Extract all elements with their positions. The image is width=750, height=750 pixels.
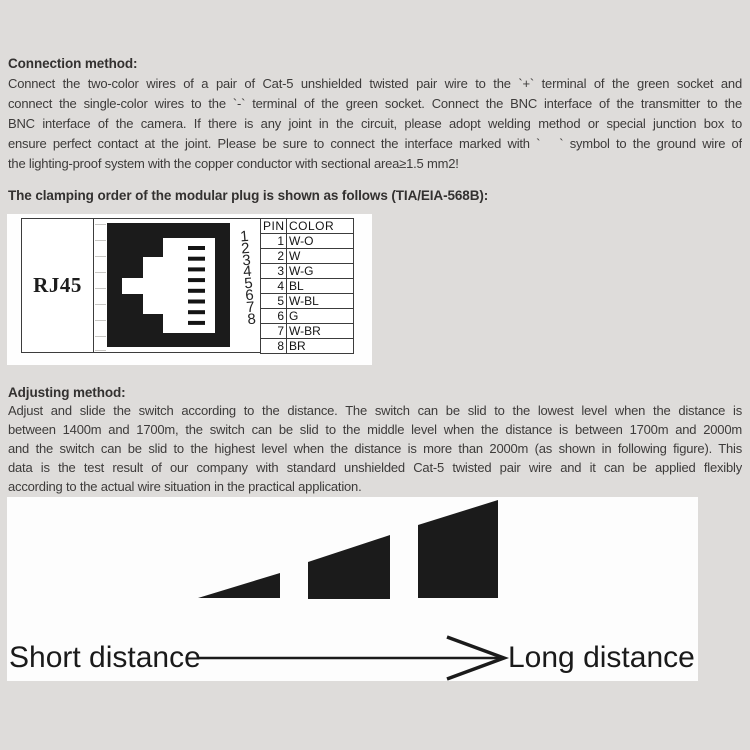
pin-number: 1 — [239, 227, 250, 246]
pin-number: 4 — [242, 263, 253, 281]
pin-cell: 5 — [261, 294, 287, 309]
pin-cell: 7 — [261, 324, 287, 339]
paragraph-line: Connect the two-color wires of a pair of Cat-5 unshielded twisted pair wire to the `+` terminal of the green socket and — [8, 76, 742, 91]
rj45-label: RJ45 — [33, 273, 82, 297]
color-cell: W-BL — [287, 294, 354, 309]
table-header-pin: PIN — [261, 219, 287, 234]
pin-number: 8 — [246, 310, 257, 328]
pin-cell: 8 — [261, 339, 287, 354]
paragraph-line: and the switch can be slid to the highest level when the distance is more than 2000m (as shown in following figure). This — [8, 441, 742, 456]
pin-number: 7 — [245, 298, 256, 317]
pin-cell: 4 — [261, 279, 287, 294]
pin-cell: 2 — [261, 249, 287, 264]
long-distance-label: Long distance — [508, 641, 695, 674]
small-wedge-shape — [198, 573, 280, 598]
color-cell: W-G — [287, 264, 354, 279]
paragraph-line: BNC interface of the camera. If there is any joint in the circuit, please adopt welding method or special junction box to — [8, 116, 742, 131]
distance-figure-graphic — [7, 497, 698, 681]
distance-figure — [7, 497, 698, 681]
pin-color-table — [260, 218, 354, 354]
ruler-ticks — [95, 222, 107, 352]
rj45-figure-divider — [93, 218, 94, 353]
paragraph-line: data is the test result of our company with standard unshielded Cat-5 twisted pair wire and it can be applied flexibly — [8, 460, 742, 475]
pin-number: 3 — [241, 251, 252, 269]
color-cell: W-O — [287, 234, 354, 249]
large-wedge-shape — [418, 500, 498, 598]
table-header-color: COLOR — [287, 219, 354, 234]
rj45-pinout-figure — [7, 214, 372, 365]
rj45-jack-icon — [107, 223, 230, 347]
adjusting-method-heading: Adjusting method: — [8, 385, 126, 400]
pin-number: 6 — [244, 286, 255, 305]
color-cell: BL — [287, 279, 354, 294]
paragraph-line: Adjust and slide the switch according to the distance. The switch can be slid to the lowest level when the distance is — [8, 403, 742, 418]
adjusting-method-paragraph — [8, 401, 742, 496]
pin-number: 2 — [240, 239, 251, 258]
paragraph-line: ensure perfect contact at the joint. Please be sure to connect the interface marked with ` ` symbol to the ground wire of — [8, 136, 742, 151]
clamping-order-heading: The clamping order of the modular plug is shown as follows (TIA/EIA-568B): — [8, 188, 489, 203]
color-cell: BR — [287, 339, 354, 354]
pin-number: 5 — [243, 274, 254, 293]
short-distance-label: Short distance — [9, 641, 201, 674]
medium-wedge-shape — [308, 535, 390, 599]
pin-cell: 1 — [261, 234, 287, 249]
color-cell: W — [287, 249, 354, 264]
connection-method-heading: Connection method: — [8, 56, 138, 71]
paragraph-line: the lighting-proof system with the copper conductor with sectional area≥1.5 mm2! — [8, 156, 459, 171]
paragraph-line: according to the actual wire situation in the practical application. — [8, 479, 362, 494]
pin-cell: 3 — [261, 264, 287, 279]
paragraph-line: between 1400m and 1700m, the switch can be slid to the middle level when the distance is between 1700m and 2000m — [8, 422, 742, 437]
pin-cell: 6 — [261, 309, 287, 324]
connection-method-paragraph — [8, 74, 742, 174]
color-cell: W-BR — [287, 324, 354, 339]
paragraph-line: connect the single-color wires to the `-` terminal of the green socket. Connect the BNC interface of the transmitter to the — [8, 96, 742, 111]
color-cell: G — [287, 309, 354, 324]
